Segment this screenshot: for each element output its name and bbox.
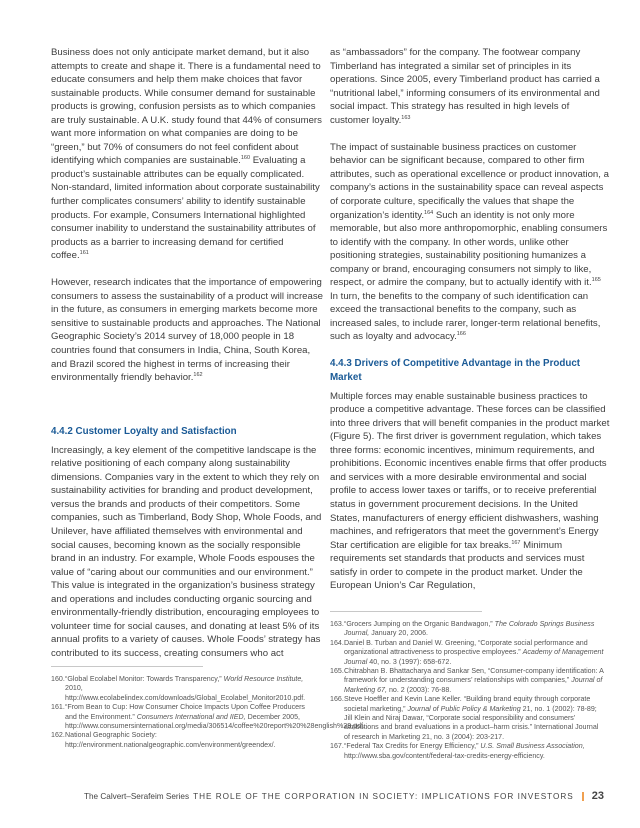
- footnote-ref[interactable]: 161: [79, 250, 89, 257]
- footnote: 166. Steve Hoeffler and Kevin Lane Keller. “Building brand equity through corporate societal marketing,” Journal of Public Policy & Marketing 21, no. 1 (2002): 78-89; Jill Klein and Niraj Dawar, “Corporate social responsibility and consumers’ attributions and brand evaluations in a product–harm crisis.” International Journal of research in Marketing 21, no. 3 (2004): 203-217.: [330, 695, 599, 741]
- footnote: 160. “Global Ecolabel Monitor: Towards Transparency,” World Resource Institute, 2010, http://www.ecolabelindex.com/downloads/Global_Ecolabel_Monitor2010.pdf.: [51, 675, 306, 702]
- body-paragraph: as “ambassadors” for the company. The footwear company Timberland has integrated a similar set of principles in its operations. Since 2005, every Timberland product has carried a “nutritional label,” informing consumers of its environmental and social impact. This strategy has resulted in high levels of customer loyalty.$^{163}$: [330, 47, 600, 126]
- body-paragraph: The impact of sustainable business practices on customer behavior can be significant because, compared to other firm attributes, such as operational excellence or product innovation, a company’s actions in the sustainability space can reveal aspects of corporate culture, specifically the values that shape the organization’s identity.$^{164}$ Such an identity is not only more memorable, but also more anthropomorphic, enabling consumers to identify with the company. In other words, unlike other positioning strategies, sustainability positioning humanizes a company or brand, encouraging consumers not simply to like, respect, or admire the company, but to actually identify with it.$^{165}$ In turn, the benefits to the company of such identification can exceed the transactional benefits to the company, such as increased sales, to include rarer, longer-term relational benefits, such as loyalty and advocacy.$^{166}$: [330, 141, 609, 343]
- footnote-ref[interactable]: 165: [591, 277, 601, 284]
- footnote: 165. Chitrabhan B. Bhattacharya and Sankar Sen, “Consumer-company identification: A framework for understanding consumers’ relationships with companies,” Journal of Marketing 67, no. 2 (2003): 76-88.: [330, 667, 604, 694]
- footnote-ref[interactable]: 164: [424, 209, 434, 216]
- section-heading: 4.4.3 Drivers of Competitive Advantage in the Product Market: [330, 358, 581, 384]
- footnote-ref[interactable]: 162: [193, 371, 203, 378]
- body-paragraph: Multiple forces may enable sustainable business practices to produce a competitive advantage. These forces can be classified into three drivers that will benefit companies in the product market (Figure 5). The first driver is government regulation, which takes three forms: economic incentives, minimum requirements, and prohibitions. Economic incentives enable firms that offer products and services with a more desirable environmental and social profile to access lower taxes or tariffs, or to receive preferential status in government procurement decisions. In the United States, manufacturers of energy efficient dishwashers, washing machines, and refrigerators that meet the government’s Energy Star certification are eligible for tax breaks.$^{167}$ Minimum requirements set standards that products and services must satisfy in order to compete in the product market. Under the European Union’s Car Regulation,: [330, 390, 610, 592]
- footnotes-left: [51, 666, 365, 750]
- footnote-divider: [51, 666, 203, 667]
- footnote: 161. “From Bean to Cup: How Consumer Choice Impacts Upon Coffee Producers and the Environment.” Consumers International and IIED, December 2005, http://www.consumersinternational.org/media/306514/coffee%20report%20%28english%29.pdf.: [51, 703, 365, 731]
- page-footer: [84, 790, 604, 802]
- footnote: 164. Daniel B. Turban and Daniel W. Greening, “Corporate social performance and organizational attractiveness to prospective employees.” Academy of Management Journal 40, no. 3 (1997): 658-672.: [330, 638, 604, 666]
- footnote: 162. National Geographic Society: http://environment.nationalgeographic.com/environment/greendex/.: [51, 731, 276, 749]
- footnote-ref[interactable]: 166: [456, 331, 466, 338]
- footer-divider: [582, 792, 584, 801]
- body-paragraph: Increasingly, a key element of the competitive landscape is the relative positioning of each company along sustainability dimensions. Companies vary in the extent to which they rely on sustainability activities for branding and product development, versus the brands and products of their competitors. Some companies, such as Timberland, Body Shop, Whole Foods, and Unilever, have affiliated themselves with environmental and social causes, becoming known as the socially responsible brand in an industry. For example, Whole Foods espouses the value of “caring about our communities and our environment.” This value is integrated in the organization’s business strategy and operations and includes conducting organic sourcing and environmentally-friendly distribution, encouraging employees to volunteer time for social causes, and donating at least 5% of its annual profits to a variety of causes. Whole Foods’ strategy has contributed to its success, creating consumers who act: [51, 444, 322, 659]
- footnote-ref[interactable]: 160: [240, 155, 251, 162]
- series-name: The Calvert–Serafeim Series: [83, 791, 190, 801]
- footnote: 167. “Federal Tax Credits for Energy Efficiency,” U.S. Small Business Association, http://www.sba.gov/content/federal-tax-credits-energy-efficiency.: [330, 742, 585, 760]
- body-paragraph: However, research indicates that the importance of empowering consumers to assess the sustainability of a product will increase in the future, as consumers in emerging markets become more sensitive to sustainable products and approaches. The National Geographic Society’s 2014 survey of 18,000 people in 18 countries found that consumers in India, China, South Korea, and Brazil scored the highest in terms of increasing their environmentally friendly behavior.$^{162}$: [51, 277, 323, 384]
- footnote-divider: [330, 611, 482, 612]
- section-heading: 4.4.2 Customer Loyalty and Satisfaction: [51, 426, 237, 438]
- footnote: 163. “Grocers Jumping on the Organic Bandwagon,” The Colorado Springs Business Journal, January 20, 2006.: [330, 620, 595, 638]
- page-number: 23: [591, 790, 604, 802]
- left-column: [51, 46, 323, 674]
- body-paragraph: Business does not only anticipate market demand, but it also attempts to create and shape it. There is a fundamental need to educate consumers and help them make choices that favor sustainable products. While consumer demand for sustainable products is growing, confusion persists as to which companies are truly sustainable. A U.K. study found that 44% of consumers want more information on what companies are doing to be “green,” but 70% of consumers do not feel confident about identifying which companies are sustainable.$^{160}$ Evaluating a product’s sustainable attributes can be equally complicated. Non-standard, limited information about corporate sustainability further complicates consumers’ ability to identify sustainable products. For example, Consumers International highlighted consumer inability to understand the sustainability attributes of products as a barrier to increasing demand for certified coffee.$^{161}$: [51, 47, 322, 262]
- right-column: [330, 46, 610, 606]
- publication-title: THE ROLE OF THE CORPORATION IN SOCIETY: IMPLICATIONS FOR INVESTORS: [193, 791, 574, 801]
- footnote-ref[interactable]: 167: [511, 539, 521, 546]
- footnotes-right: [330, 611, 605, 761]
- footnote-ref[interactable]: 163: [401, 114, 411, 121]
